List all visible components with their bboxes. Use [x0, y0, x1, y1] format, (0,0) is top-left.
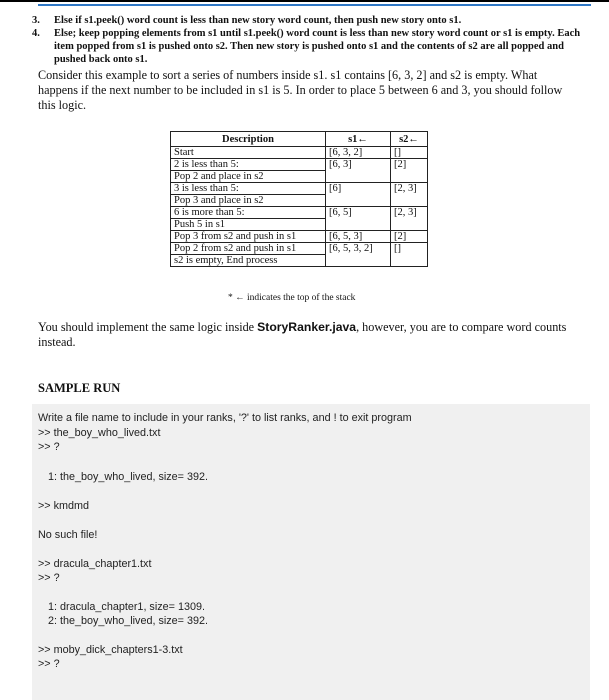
console-input-line: >> dracula_chapter1.txt [38, 558, 152, 570]
header-s2: s2← [391, 132, 428, 147]
step-text: Else; keep popping elements from s1 until s1.peek() word count is less than new story word count or s1 is empty. Each item popped from s1 is pushed onto s2. Then new story is pushed onto s1 and the contents of s2 are all popped and pushed back onto s1. [54, 28, 581, 65]
header-description: Description [171, 132, 326, 147]
row-desc: 6 is more than 5: [171, 207, 326, 219]
step-item [32, 14, 592, 27]
table-row [171, 147, 428, 159]
table-header-row [171, 132, 428, 147]
row-s1 [326, 219, 391, 231]
header-s1: s1← [326, 132, 391, 147]
row-desc: s2 is empty, End process [171, 255, 326, 267]
console-input-line: >> moby_dick_chapters1-3.txt [38, 644, 183, 656]
row-desc: Pop 2 from s2 and push in s1 [171, 243, 326, 255]
row-desc: Push 5 in s1 [171, 219, 326, 231]
row-s1 [326, 255, 391, 267]
console-output-line: 2: the_boy_who_lived, size= 392. [48, 615, 208, 627]
console-input-line: >> ? [38, 441, 60, 453]
row-s2: [2] [391, 159, 428, 171]
row-desc: Pop 2 and place in s2 [171, 171, 326, 183]
table-row [171, 231, 428, 243]
class-name-code: StoryRanker.java [257, 320, 357, 334]
steps-list [32, 14, 592, 66]
table-row [171, 171, 428, 183]
table-row [171, 243, 428, 255]
row-s2 [391, 255, 428, 267]
console-input-line: >> the_boy_who_lived.txt [38, 427, 161, 439]
step-text: Else if s1.peek() word count is less than new story word count, then push new story onto s1. [54, 15, 462, 26]
row-s2: [2] [391, 231, 428, 243]
row-desc: Pop 3 and place in s2 [171, 195, 326, 207]
sample-run-heading: SAMPLE RUN [38, 381, 121, 395]
row-desc: 3 is less than 5: [171, 183, 326, 195]
console-input-line: >> ? [38, 572, 60, 584]
step-item [32, 27, 592, 66]
row-s2: [2, 3] [391, 183, 428, 195]
row-s1: [6] [326, 183, 391, 195]
console-prompt-line: Write a file name to include in your ranks, '?' to list ranks, and ! to exit program [38, 412, 412, 424]
table-caption: * ← indicates the top of the stack [228, 293, 356, 303]
console-input-line: >> ? [38, 658, 60, 670]
top-border [0, 0, 609, 2]
row-s1: [6, 3] [326, 159, 391, 171]
table-row [171, 219, 428, 231]
console-output-line: 1: the_boy_who_lived, size= 392. [48, 471, 208, 483]
table-row [171, 195, 428, 207]
table-row [171, 207, 428, 219]
row-s2: [] [391, 147, 428, 159]
table-row [171, 183, 428, 195]
step-number: 4. [32, 28, 40, 39]
implement-paragraph [38, 320, 578, 350]
step-number: 3. [32, 15, 40, 26]
row-s1: [6, 5, 3] [326, 231, 391, 243]
row-desc: 2 is less than 5: [171, 159, 326, 171]
row-s2: [2, 3] [391, 207, 428, 219]
row-s1: [6, 5, 3, 2] [326, 243, 391, 255]
row-desc: Pop 3 from s2 and push in s1 [171, 231, 326, 243]
console-output-line: 1: dracula_chapter1, size= 1309. [48, 601, 205, 613]
implement-text-after: , however, you are to compare word counts instead. [38, 320, 567, 349]
row-s1: [6, 5] [326, 207, 391, 219]
table-row [171, 255, 428, 267]
console-output-line: No such file! [38, 529, 98, 541]
row-desc: Start [171, 147, 326, 159]
row-s1 [326, 171, 391, 183]
stack-example-table [170, 131, 428, 267]
intro-paragraph: Consider this example to sort a series of numbers inside s1. s1 contains [6, 3, 2] and s2 is empty. What happens if the next number to be included in s1 is 5. In order to place 5 between 6 and 3, you should follow this logic. [38, 68, 563, 112]
implement-text-before: You should implement the same logic inside [38, 320, 258, 334]
blue-rule [38, 4, 591, 6]
row-s2 [391, 195, 428, 207]
console-input-line: >> kmdmd [38, 500, 90, 512]
table-row [171, 159, 428, 171]
row-s2 [391, 171, 428, 183]
row-s2: [] [391, 243, 428, 255]
row-s1: [6, 3, 2] [326, 147, 391, 159]
row-s2 [391, 219, 428, 231]
row-s1 [326, 195, 391, 207]
